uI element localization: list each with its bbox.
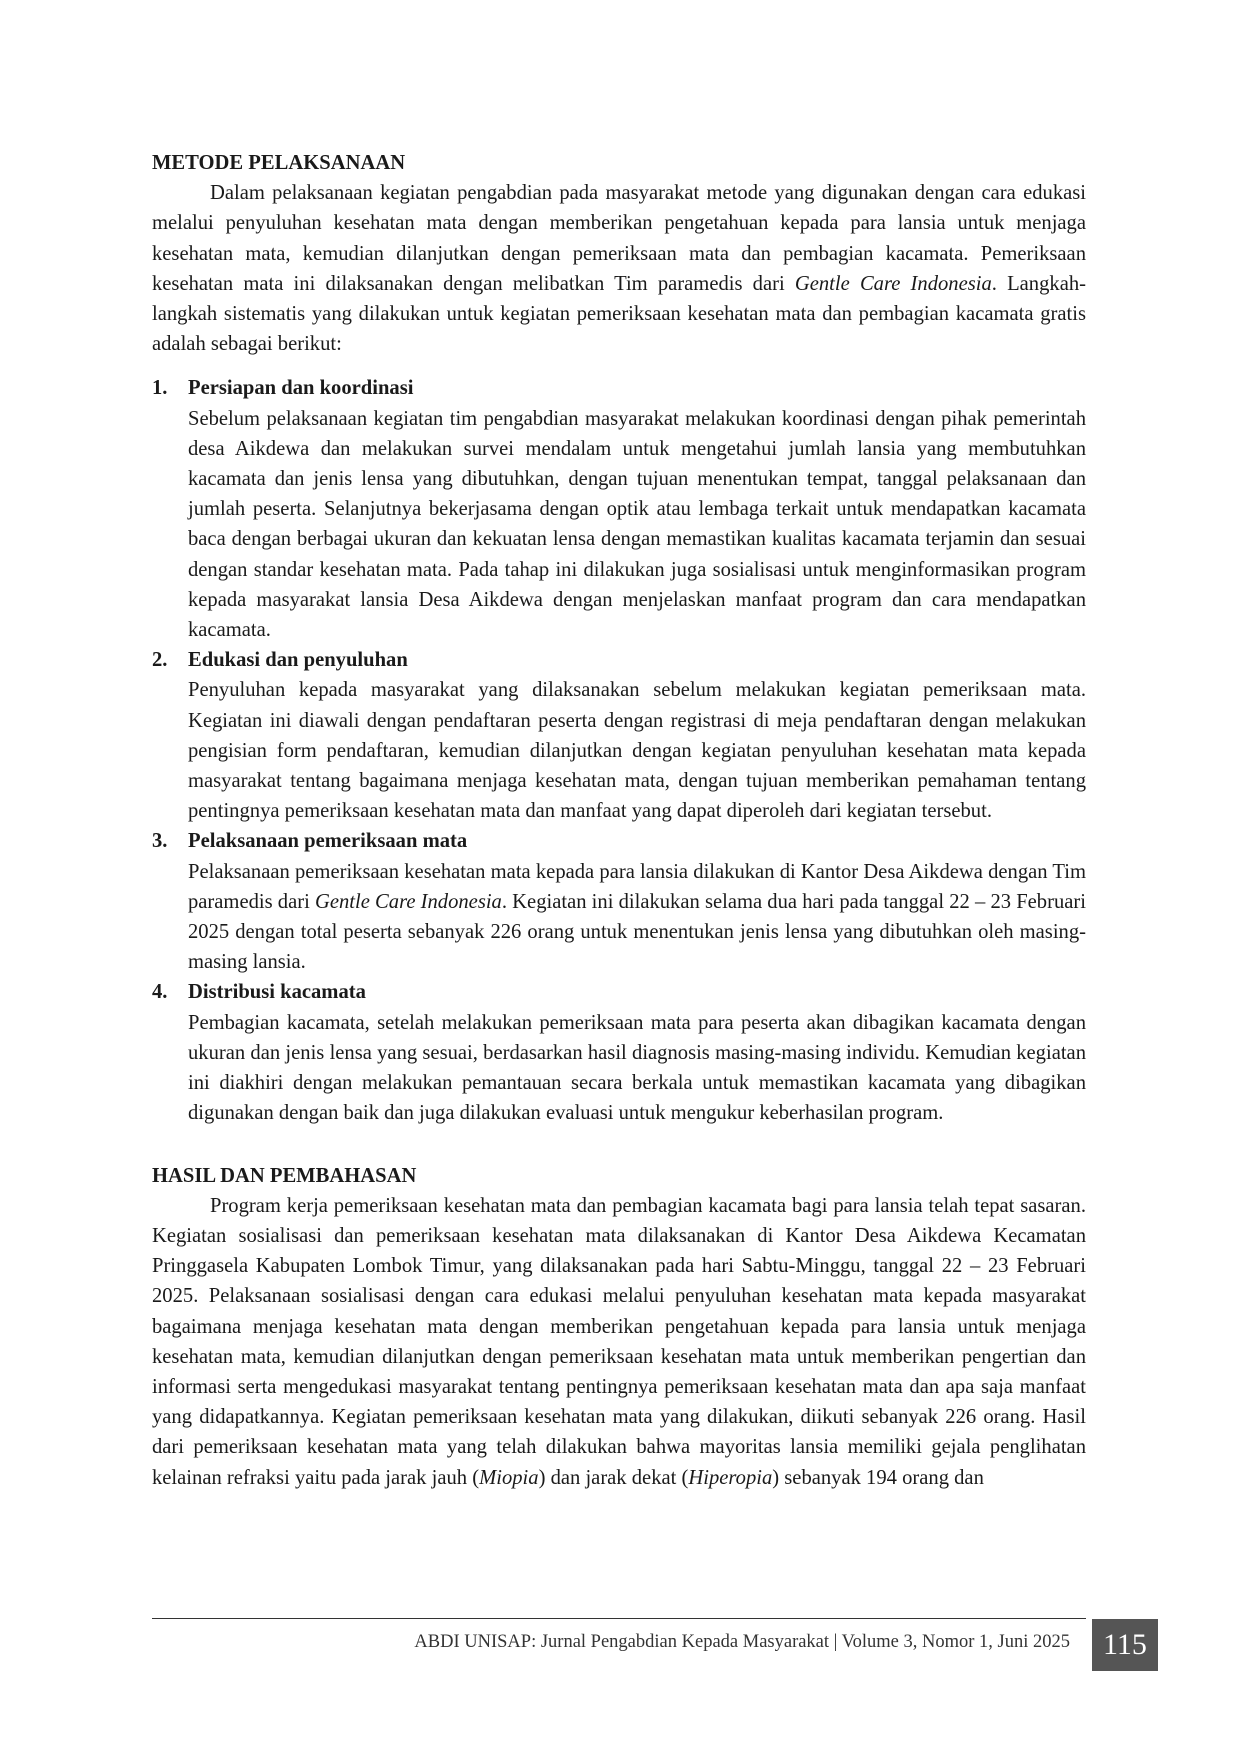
- intro-text-1: Dalam pelaksanaan kegiatan pengabdian pada masyarakat metode yang digunakan dengan cara edukasi melalui penyuluhan kesehatan mata dengan memberikan pengetahuan kepada para lansia untuk menjaga kesehatan mata, kemudian dilanjutkan dengan pemeriksaan mata dan pembagian kacamata. Pemeriksaan kesehatan mata ini dilaksanakan dengan melibatkan Tim paramedis dari: [152, 182, 1086, 295]
- metode-intro-paragraph: [152, 178, 1086, 359]
- step-item: [152, 645, 1086, 826]
- hasil-italic-1: Miopia: [479, 1466, 539, 1489]
- hasil-text-2: ) dan jarak dekat (: [538, 1466, 689, 1489]
- hasil-italic-2: Hiperopia: [688, 1466, 773, 1489]
- page-number: 115: [1092, 1619, 1158, 1671]
- step-item: [152, 977, 1086, 1128]
- section-spacer: [152, 1129, 1086, 1161]
- section-heading-metode: METODE PELAKSANAAN: [152, 152, 406, 174]
- intro-text-2: . Langkah-langkah sistematis yang dilakukan untuk kegiatan pemeriksaan kesehatan mata dan pembagian kacamata gratis adalah sebagai berikut:: [152, 272, 1086, 356]
- step-text: Sebelum pelaksanaan kegiatan tim pengabdian masyarakat melakukan koordinasi dengan pihak pemerintah desa Aikdewa dan melakukan survei mendalam untuk mengetahui jumlah lansia yang membutuhkan kacamata dan jenis lensa yang dibutuhkan, dengan tujuan menentukan tempat, tanggal pelaksanaan dan jumlah peserta. Selanjutnya bekerjasama dengan optik atau lembaga terkait untuk mendapatkan kacamata baca dengan berbagai ukuran dan kekuatan lensa dengan memastikan kualitas kacamata terjamin dan sesuai dengan standar kesehatan mata. Pada tahap ini dilakukan juga sosialisasi untuk menginformasikan program kepada masyarakat lansia Desa Aikdewa dengan menjelaskan manfaat program dan cara mendapatkan kacamata.: [188, 407, 1086, 642]
- footer-journal-citation: ABDI UNISAP: Jurnal Pengabdian Kepada Masyarakat | Volume 3, Nomor 1, Juni 2025: [414, 1632, 1070, 1652]
- steps-list: [152, 373, 1086, 1128]
- step-text-1: Pelaksanaan pemeriksaan kesehatan mata kepada para lansia dilakukan di Kantor Desa Aikdewa dengan Tim paramedis dari: [188, 860, 1086, 913]
- step-item: [152, 826, 1086, 977]
- section-heading-hasil: HASIL DAN PEMBAHASAN: [152, 1164, 417, 1187]
- page-body: [152, 148, 1086, 1493]
- step-number: 2.: [152, 649, 168, 672]
- step-text-2: . Kegiatan ini dilakukan selama dua hari pada tanggal 22 – 23 Februari 2025 dengan total peserta sebanyak 226 orang untuk menentukan jenis lensa yang dibutuhkan oleh masing-masing lansia.: [188, 890, 1086, 974]
- hasil-paragraph: [152, 1191, 1086, 1493]
- step-text: Penyuluhan kepada masyarakat yang dilaksanakan sebelum melakukan kegiatan pemeriksaan mata. Kegiatan ini diawali dengan pendaftaran peserta dengan registrasi di meja pendaftaran dengan melakukan pengisian form pendaftaran, kemudian dilanjutkan dengan kegiatan penyuluhan kesehatan mata kepada masyarakat tentang bagaimana menjaga kesehatan mata, dengan tujuan memberikan pemahaman tentang pentingnya pemeriksaan kesehatan mata dan manfaat yang dapat diperoleh dari kegiatan tersebut.: [188, 679, 1086, 823]
- step-title: Pelaksanaan pemeriksaan mata: [188, 830, 468, 853]
- hasil-text-1: Program kerja pemeriksaan kesehatan mata dan pembagian kacamata bagi para lansia telah tepat sasaran. Kegiatan sosialisasi dan pemeriksaan kesehatan mata dilaksanakan di Kantor Desa Aikdewa Kecamatan Pringgasela Kabupaten Lombok Timur, yang dilaksanakan pada hari Sabtu-Minggu, tanggal 22 – 23 Februari 2025. Pelaksanaan sosialisasi dengan cara edukasi melalui penyuluhan kesehatan mata kepada masyarakat bagaimana menjaga kesehatan mata dengan memberikan pengetahuan kepada para lansia untuk menjaga kesehatan mata, kemudian dilanjutkan dengan pemeriksaan kesehatan mata untuk memberikan pengertian dan informasi serta mengedukasi masyarakat tentang pentingnya pemeriksaan kesehatan mata dan apa saja manfaat yang didapatkannya. Kegiatan pemeriksaan kesehatan mata yang dilakukan, diikuti sebanyak 226 orang. Hasil dari pemeriksaan kesehatan mata yang telah dilakukan bahwa mayoritas lansia memiliki gejala penglihatan kelainan refraksi yaitu pada jarak jauh (: [152, 1194, 1086, 1489]
- intro-italic: Gentle Care Indonesia: [794, 272, 992, 295]
- hasil-text-3: ) sebanyak 194 orang dan: [772, 1466, 984, 1489]
- step-title: Edukasi dan penyuluhan: [188, 649, 408, 672]
- step-number: 1.: [152, 377, 168, 400]
- step-number: 4.: [152, 981, 168, 1004]
- step-text: [188, 857, 1086, 978]
- step-text: Pembagian kacamata, setelah melakukan pemeriksaan mata para peserta akan dibagikan kacamata dengan ukuran dan jenis lensa yang sesuai, berdasarkan hasil diagnosis masing-masing individu. Kemudian kegiatan ini diakhiri dengan melakukan pemantauan secara berkala untuk memastikan kacamata yang dibagikan digunakan dengan baik dan juga dilakukan evaluasi untuk mengukur keberhasilan program.: [188, 1011, 1086, 1125]
- footer-divider: [152, 1618, 1086, 1619]
- step-title: Persiapan dan koordinasi: [188, 377, 414, 400]
- step-number: 3.: [152, 830, 168, 853]
- step-title: Distribusi kacamata: [188, 981, 366, 1004]
- step-text-italic: Gentle Care Indonesia: [314, 890, 502, 913]
- step-item: [152, 373, 1086, 645]
